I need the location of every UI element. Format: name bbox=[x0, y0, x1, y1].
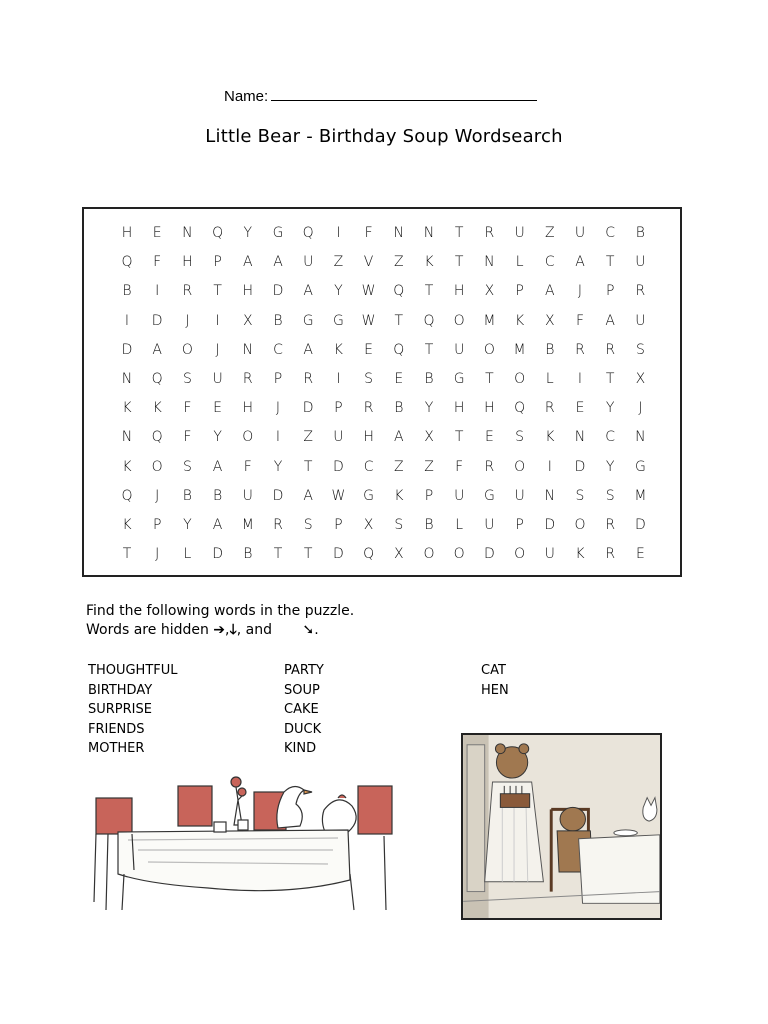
grid-letter[interactable]: R bbox=[605, 546, 616, 563]
grid-letter[interactable]: D bbox=[635, 517, 646, 533]
grid-letter[interactable]: I bbox=[215, 312, 220, 329]
grid-letter[interactable]: A bbox=[303, 341, 313, 358]
grid-letter[interactable]: S bbox=[182, 458, 192, 475]
bear-with-cake-illustration bbox=[461, 733, 662, 920]
grid-letter[interactable]: R bbox=[303, 371, 314, 387]
grid-letter[interactable]: U bbox=[544, 546, 555, 563]
grid-letter[interactable]: U bbox=[212, 371, 223, 387]
letter-grid bbox=[84, 209, 680, 575]
grid-letter[interactable]: Z bbox=[424, 458, 434, 475]
grid-letter[interactable]: S bbox=[364, 371, 374, 387]
grid-letter[interactable]: D bbox=[302, 400, 314, 417]
grid-letter[interactable]: Z bbox=[545, 225, 555, 241]
grid-letter[interactable]: Y bbox=[424, 400, 434, 417]
grid-letter[interactable]: U bbox=[454, 487, 465, 504]
grid-letter[interactable]: D bbox=[484, 546, 495, 563]
grid-letter[interactable]: O bbox=[151, 458, 163, 475]
instructions-end: . bbox=[314, 622, 319, 638]
grid-letter[interactable]: C bbox=[544, 254, 555, 271]
grid-letter[interactable]: X bbox=[394, 546, 404, 563]
grid-letter[interactable]: E bbox=[484, 429, 494, 446]
grid-letter[interactable]: R bbox=[182, 283, 193, 300]
party-table-illustration bbox=[88, 770, 404, 920]
grid-letter[interactable]: H bbox=[453, 400, 465, 417]
grid-letter[interactable]: G bbox=[453, 371, 465, 387]
grid-letter[interactable]: J bbox=[638, 400, 643, 417]
grid-letter[interactable]: D bbox=[333, 546, 344, 563]
grid-letter[interactable]: Z bbox=[333, 254, 344, 271]
grid-letter[interactable]: P bbox=[213, 254, 222, 271]
grid-letter[interactable]: O bbox=[453, 312, 465, 329]
grid-letter[interactable]: A bbox=[152, 341, 162, 358]
grid-letter[interactable]: Q bbox=[151, 429, 163, 446]
grid-letter[interactable]: D bbox=[333, 458, 344, 475]
grid-letter[interactable]: R bbox=[242, 371, 253, 387]
grid-letter[interactable]: K bbox=[515, 312, 525, 329]
grid-letter[interactable]: Q bbox=[302, 225, 314, 241]
grid-letter[interactable]: Q bbox=[121, 254, 133, 271]
grid-letter[interactable]: F bbox=[153, 254, 162, 271]
grid-letter[interactable]: T bbox=[605, 254, 615, 271]
grid-letter[interactable]: N bbox=[393, 225, 405, 241]
grid-letter[interactable]: X bbox=[424, 429, 434, 446]
grid-letter[interactable]: U bbox=[574, 225, 586, 241]
grid-letter[interactable]: Q bbox=[393, 341, 405, 358]
grid-letter[interactable]: H bbox=[182, 254, 193, 271]
grid-letter[interactable]: A bbox=[303, 487, 313, 504]
chair-back-icon bbox=[358, 786, 392, 834]
grid-letter[interactable]: M bbox=[241, 517, 254, 533]
word-item: CAKE bbox=[284, 702, 319, 717]
grid-letter[interactable]: G bbox=[332, 312, 344, 329]
grid-letter[interactable]: M bbox=[483, 312, 496, 329]
grid-letter[interactable]: P bbox=[424, 487, 434, 504]
grid-letter[interactable]: G bbox=[483, 487, 495, 504]
grid-letter[interactable]: O bbox=[514, 546, 526, 563]
grid-letter[interactable]: T bbox=[394, 312, 404, 329]
grid-letter[interactable]: I bbox=[275, 429, 281, 446]
grid-letter[interactable]: G bbox=[272, 225, 284, 241]
grid-letter[interactable]: A bbox=[545, 283, 555, 300]
name-blank-line[interactable] bbox=[271, 86, 537, 101]
grid-letter[interactable]: W bbox=[361, 283, 376, 300]
grid-letter[interactable]: S bbox=[182, 371, 192, 387]
name-field-row bbox=[224, 86, 537, 105]
grid-letter[interactable]: M bbox=[634, 487, 647, 504]
grid-letter[interactable]: U bbox=[484, 517, 495, 533]
grid-letter[interactable]: Y bbox=[334, 283, 343, 300]
grid-letter[interactable]: H bbox=[484, 400, 495, 417]
separator-and: , and bbox=[236, 622, 273, 638]
word-item: CAT bbox=[481, 663, 506, 678]
grid-letter[interactable]: F bbox=[364, 225, 373, 241]
grid-letter[interactable]: K bbox=[424, 254, 434, 271]
grid-letter[interactable]: I bbox=[547, 458, 552, 475]
grid-letter[interactable]: G bbox=[363, 487, 375, 504]
grid-letter[interactable]: R bbox=[544, 400, 555, 417]
grid-letter[interactable]: T bbox=[454, 254, 464, 271]
grid-letter[interactable]: B bbox=[213, 487, 223, 504]
word-item: BIRTHDAY bbox=[88, 682, 153, 698]
grid-letter[interactable]: S bbox=[515, 429, 525, 446]
grid-letter[interactable]: A bbox=[575, 254, 585, 271]
grid-letter[interactable]: J bbox=[215, 341, 220, 358]
grid-letter[interactable]: C bbox=[605, 225, 616, 241]
grid-letter[interactable]: K bbox=[575, 546, 585, 563]
grid-letter[interactable]: T bbox=[454, 225, 464, 241]
word-item: PARTY bbox=[284, 663, 324, 678]
grid-letter[interactable]: T bbox=[303, 458, 313, 475]
grid-letter[interactable]: K bbox=[394, 487, 404, 504]
word-item: DUCK bbox=[284, 721, 322, 737]
grid-letter[interactable]: F bbox=[575, 312, 585, 329]
grid-letter[interactable]: N bbox=[484, 254, 495, 271]
grid-letter[interactable]: P bbox=[334, 517, 343, 533]
grid-letter[interactable]: L bbox=[515, 254, 524, 271]
grid-letter[interactable]: H bbox=[121, 225, 133, 241]
grid-letter[interactable]: P bbox=[515, 517, 524, 533]
grid-letter[interactable]: A bbox=[303, 283, 313, 300]
grid-letter[interactable]: D bbox=[121, 341, 133, 358]
grid-letter[interactable]: X bbox=[545, 312, 555, 329]
grid-letter[interactable]: D bbox=[272, 487, 284, 504]
grid-letter[interactable]: R bbox=[363, 400, 374, 417]
grid-letter[interactable]: Y bbox=[243, 225, 253, 241]
grid-letter[interactable]: C bbox=[273, 341, 283, 358]
grid-letter[interactable]: H bbox=[363, 429, 374, 446]
grid-letter[interactable]: R bbox=[484, 225, 495, 241]
word-list-column-2 bbox=[284, 661, 324, 759]
grid-letter[interactable]: Q bbox=[121, 487, 133, 504]
grid-letter[interactable]: U bbox=[303, 254, 314, 271]
grid-letter[interactable]: R bbox=[273, 517, 283, 533]
grid-letter[interactable]: B bbox=[243, 546, 253, 563]
grid-letter[interactable]: F bbox=[243, 458, 252, 475]
grid-letter[interactable]: Q bbox=[151, 371, 163, 387]
grid-letter[interactable]: I bbox=[336, 371, 341, 387]
grid-letter[interactable]: R bbox=[605, 517, 616, 533]
grid-letter[interactable]: N bbox=[423, 225, 435, 241]
grid-letter[interactable]: N bbox=[635, 429, 646, 446]
grid-letter[interactable]: J bbox=[275, 400, 281, 417]
grid-letter[interactable]: N bbox=[242, 341, 254, 358]
grid-letter[interactable]: C bbox=[605, 429, 616, 446]
instructions-line-1: Find the following words in the puzzle. bbox=[86, 603, 355, 619]
grid-letter[interactable]: Q bbox=[393, 283, 405, 300]
grid-letter[interactable]: U bbox=[635, 312, 646, 329]
grid-letter[interactable]: D bbox=[574, 458, 586, 475]
grid-letter[interactable]: Y bbox=[605, 458, 615, 475]
grid-letter[interactable]: E bbox=[213, 400, 223, 417]
grid-letter[interactable]: O bbox=[574, 517, 586, 533]
arrow-down-icon: 🡓 bbox=[229, 622, 237, 638]
grid-letter[interactable]: O bbox=[181, 341, 193, 358]
word-item: MOTHER bbox=[88, 741, 145, 756]
grid-letter[interactable]: D bbox=[212, 546, 223, 563]
grid-letter[interactable]: T bbox=[213, 283, 222, 300]
grid-letter[interactable]: N bbox=[574, 429, 586, 446]
grid-letter[interactable]: R bbox=[635, 283, 646, 300]
instructions-line-2 bbox=[86, 621, 354, 640]
grid-letter[interactable]: O bbox=[483, 341, 495, 358]
grid-letter[interactable]: P bbox=[273, 371, 283, 387]
grid-letter[interactable]: U bbox=[454, 341, 465, 358]
grid-letter[interactable]: A bbox=[212, 458, 223, 475]
grid-letter[interactable]: M bbox=[513, 341, 526, 358]
grid-letter[interactable]: S bbox=[575, 487, 585, 504]
grid-letter[interactable]: Q bbox=[514, 400, 526, 417]
grid-letter[interactable]: B bbox=[635, 225, 645, 241]
grid-letter[interactable]: S bbox=[303, 517, 313, 533]
grid-letter[interactable]: G bbox=[302, 312, 314, 329]
grid-letter[interactable]: K bbox=[122, 400, 132, 417]
grid-letter[interactable]: L bbox=[455, 517, 464, 533]
grid-letter[interactable]: U bbox=[514, 487, 525, 504]
grid-letter[interactable]: Q bbox=[212, 225, 224, 241]
word-item: KIND bbox=[284, 741, 317, 756]
grid-letter[interactable]: T bbox=[605, 371, 615, 387]
grid-letter[interactable]: A bbox=[394, 429, 404, 446]
grid-letter[interactable]: R bbox=[605, 341, 616, 358]
grid-letter[interactable]: Q bbox=[363, 546, 375, 563]
grid-letter[interactable]: U bbox=[333, 429, 344, 446]
grid-letter[interactable]: C bbox=[363, 458, 374, 475]
arrow-diagonal-icon: ➘ bbox=[302, 622, 315, 638]
grid-letter[interactable]: K bbox=[333, 341, 343, 358]
grid-letter[interactable]: Y bbox=[273, 458, 283, 475]
grid-letter[interactable]: I bbox=[577, 371, 583, 387]
grid-letter[interactable]: N bbox=[544, 487, 556, 504]
word-item: SURPRISE bbox=[88, 702, 152, 717]
grid-letter[interactable]: Y bbox=[605, 400, 615, 417]
grid-letter[interactable]: I bbox=[155, 283, 160, 300]
grid-letter[interactable]: F bbox=[183, 400, 192, 417]
grid-letter[interactable]: A bbox=[605, 312, 615, 329]
grid-letter[interactable]: V bbox=[363, 254, 374, 271]
grid-letter[interactable]: K bbox=[122, 517, 132, 533]
grid-letter[interactable]: I bbox=[124, 312, 130, 329]
grid-letter[interactable]: B bbox=[394, 400, 404, 417]
grid-letter[interactable]: E bbox=[635, 546, 645, 563]
grid-letter[interactable]: J bbox=[577, 283, 583, 300]
grid-letter[interactable]: O bbox=[242, 429, 254, 446]
arrow-right-icon: ➔ bbox=[213, 622, 226, 638]
grid-letter[interactable]: S bbox=[605, 487, 615, 504]
grid-letter[interactable]: H bbox=[242, 283, 254, 300]
grid-letter[interactable]: D bbox=[151, 312, 163, 329]
grid-letter[interactable]: L bbox=[545, 371, 554, 387]
grid-letter[interactable]: O bbox=[453, 546, 465, 563]
grid-letter[interactable]: E bbox=[364, 341, 374, 358]
grid-letter[interactable]: T bbox=[454, 429, 464, 446]
grid-letter[interactable]: A bbox=[243, 254, 253, 271]
grid-letter[interactable]: J bbox=[185, 312, 190, 329]
grid-letter[interactable]: I bbox=[336, 225, 341, 241]
grid-letter[interactable]: R bbox=[575, 341, 585, 358]
grid-letter[interactable]: T bbox=[122, 546, 132, 563]
grid-letter[interactable]: J bbox=[155, 546, 160, 563]
grid-letter[interactable]: D bbox=[272, 283, 284, 300]
grid-letter[interactable]: P bbox=[605, 283, 615, 300]
grid-letter[interactable]: G bbox=[634, 458, 646, 475]
grid-letter[interactable]: X bbox=[635, 371, 646, 387]
grid-letter[interactable]: B bbox=[424, 517, 434, 533]
chair-back-icon bbox=[96, 798, 132, 834]
grid-letter[interactable]: O bbox=[514, 371, 526, 387]
grid-letter[interactable]: P bbox=[515, 283, 524, 300]
grid-letter[interactable]: F bbox=[455, 458, 464, 475]
grid-letter[interactable]: P bbox=[334, 400, 343, 417]
grid-letter[interactable]: P bbox=[152, 517, 162, 533]
wordsearch-grid bbox=[82, 207, 682, 577]
instructions-prefix: Words are hidden bbox=[86, 622, 209, 638]
grid-letter[interactable]: N bbox=[121, 371, 133, 387]
chair-back-icon bbox=[178, 786, 212, 826]
grid-letter[interactable]: T bbox=[303, 546, 313, 563]
word-item: THOUGHTFUL bbox=[88, 663, 178, 678]
grid-letter[interactable]: Z bbox=[394, 254, 404, 271]
grid-letter[interactable]: F bbox=[183, 429, 192, 446]
grid-letter[interactable]: N bbox=[182, 225, 193, 241]
grid-letter[interactable]: D bbox=[544, 517, 556, 533]
grid-letter[interactable]: Z bbox=[394, 458, 404, 475]
grid-letter[interactable]: B bbox=[273, 312, 283, 329]
grid-letter[interactable]: N bbox=[121, 429, 133, 446]
grid-letter[interactable]: O bbox=[514, 458, 526, 475]
grid-letter[interactable]: Y bbox=[213, 429, 222, 446]
grid-letter[interactable]: O bbox=[423, 546, 435, 563]
grid-letter[interactable]: H bbox=[453, 283, 465, 300]
grid-letter[interactable]: B bbox=[122, 283, 132, 300]
word-list-column-1 bbox=[88, 661, 178, 759]
grid-letter[interactable]: Y bbox=[183, 517, 192, 533]
grid-letter[interactable]: X bbox=[484, 283, 495, 300]
grid-letter[interactable]: X bbox=[363, 517, 374, 533]
grid-letter[interactable]: W bbox=[361, 312, 376, 329]
grid-letter[interactable]: L bbox=[183, 546, 192, 563]
page-title: Little Bear - Birthday Soup Wordsearch bbox=[205, 126, 563, 147]
grid-letter[interactable]: B bbox=[424, 371, 434, 387]
grid-letter[interactable]: E bbox=[575, 400, 585, 417]
grid-letter[interactable]: S bbox=[635, 341, 645, 358]
grid-letter[interactable]: A bbox=[212, 517, 223, 533]
grid-letter[interactable]: T bbox=[424, 283, 434, 300]
word-item: SOUP bbox=[284, 682, 320, 698]
grid-letter[interactable]: K bbox=[122, 458, 132, 475]
grid-letter[interactable]: Z bbox=[303, 429, 313, 446]
word-item: HEN bbox=[481, 682, 509, 698]
grid-letter[interactable]: R bbox=[484, 458, 495, 475]
grid-letter[interactable]: T bbox=[273, 546, 283, 563]
grid-letter[interactable]: U bbox=[242, 487, 253, 504]
grid-letter[interactable]: W bbox=[331, 487, 346, 504]
grid-letter[interactable]: B bbox=[545, 341, 555, 358]
grid-letter[interactable]: S bbox=[394, 517, 404, 533]
grid-letter[interactable]: B bbox=[182, 487, 192, 504]
grid-letter[interactable]: E bbox=[394, 371, 404, 387]
grid-letter[interactable]: U bbox=[514, 225, 525, 241]
grid-letter[interactable]: H bbox=[242, 400, 254, 417]
grid-letter[interactable]: J bbox=[155, 487, 160, 504]
grid-letter[interactable]: Q bbox=[423, 312, 435, 329]
grid-letter[interactable]: E bbox=[152, 225, 162, 241]
grid-letter[interactable]: T bbox=[485, 371, 494, 387]
grid-letter[interactable]: X bbox=[243, 312, 253, 329]
word-item: FRIENDS bbox=[88, 721, 145, 737]
grid-letter[interactable]: K bbox=[545, 429, 555, 446]
word-list-column-3 bbox=[481, 661, 509, 700]
grid-letter[interactable]: U bbox=[635, 254, 646, 271]
grid-letter[interactable]: K bbox=[152, 400, 162, 417]
instructions bbox=[86, 602, 354, 640]
separator-comma: , bbox=[225, 622, 230, 638]
grid-letter[interactable]: T bbox=[424, 341, 434, 358]
name-label: Name: bbox=[224, 88, 269, 105]
grid-letter[interactable]: A bbox=[273, 254, 283, 271]
